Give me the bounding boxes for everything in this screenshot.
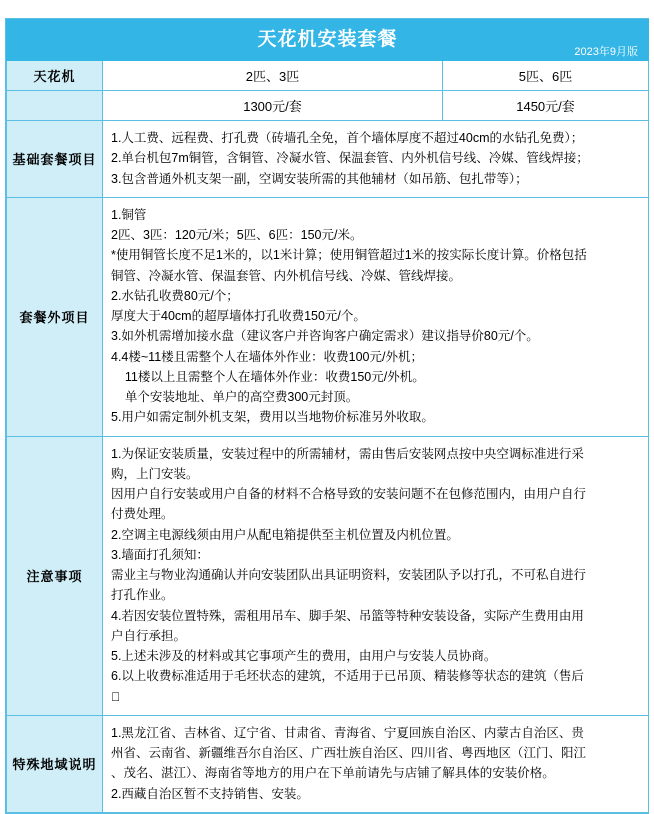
notice-item: 因用户自行安装或用户自备的材料不合格导致的安装问题不在包修范围内，由用户自行 bbox=[111, 487, 587, 501]
price-option-1: 1300元/套 bbox=[103, 91, 443, 121]
install-package-table bbox=[5, 18, 649, 814]
notice-item: 5.上述未涉及的材料或其它事项产生的费用，由用户与安装人员协商。 bbox=[111, 649, 497, 663]
notice-item: 付费处理。 bbox=[111, 507, 174, 522]
region-label: 特殊地域说明 bbox=[7, 715, 103, 812]
extra-item: 单个安装地址、单户的高空费300元封顶。 bbox=[111, 390, 359, 404]
region-item: 、茂名、湛江）、海南省等地方的用户在下单前请先与店铺了解具体的安装价格。 bbox=[111, 766, 555, 781]
extra-item: 厚度大于40cm的超厚墙体打孔收费150元/个。 bbox=[111, 309, 366, 323]
region-item: 2.西藏自治区暂不支持销售、安装。 bbox=[111, 786, 309, 801]
extra-item: 3.如外机需增加接水盘（建议客户并咨询客户确定需求）建议指导价80元/个。 bbox=[111, 329, 539, 344]
basic-package-label: 基础套餐项目 bbox=[7, 121, 103, 198]
notice-item: 打孔作业。 bbox=[111, 588, 174, 603]
model-row bbox=[7, 61, 649, 91]
notice-item: 6.以上收费标准适用于毛坯状态的建筑，不适用于已吊顶、精装修等状态的建筑（售后 bbox=[111, 669, 584, 684]
page-title: 天花机安装套餐 bbox=[257, 29, 398, 50]
notice-row bbox=[7, 436, 649, 715]
package-table bbox=[6, 19, 649, 813]
notice-item: 4.若因安装位置特殊，需租用吊车、脚手架、吊篮等特种安装设备，实际产生费用由用 bbox=[111, 608, 584, 623]
notice-item: 2.空调主电源线须由用户从配电箱提供至主机位置及内机位置。 bbox=[111, 527, 459, 542]
price-row bbox=[7, 91, 649, 121]
model-option-2: 5匹、6匹 bbox=[443, 61, 649, 91]
price-row-label bbox=[7, 91, 103, 121]
notice-content: 1.为保证安装质量，安装过程中的所需辅材，需由售后安装网点按中央空调标准进行采 购，上门安装。 因用户自行安装或用户自备的材料不合格导致的安装问题不在包修范围内，由用户自行 付费处理。 2.空调主电源线须由用户从配电箱提供至主机位置及内机位置。 3.墙面打孔须知： 需业主与物业沟通确认并向安装团队出具证明资料，安装团队予以打孔，不可私自进行 打孔作业。 4.若因安装位置特殊，需租用吊车、脚手架、吊篮等特种安装设备，实际产生费用由用 户自行承担。 5.上述未涉及的材料或其它事项产生的费用，由用户与安装人员协商。 6.以上收费标准适用于毛坯状态的建筑，不适用于已吊顶、精装修等状态的建筑（售后 􏿿 bbox=[103, 436, 649, 715]
extra-item: 11楼以上且需整个人在墙体外作业：收费150元/外机。 bbox=[111, 369, 425, 384]
notice-item: 3.墙面打孔须知： bbox=[111, 547, 209, 562]
extra-items-row bbox=[7, 197, 649, 436]
extra-item: 4.4楼~11楼且需整个人在墙体外作业：收费100元/外机； bbox=[111, 349, 423, 364]
basic-item: 1.人工费、远程费、打孔费（砖墙孔全免，首个墙体厚度不超过40cm的水钻孔免费）； bbox=[111, 131, 584, 145]
extra-items-label: 套餐外项目 bbox=[7, 197, 103, 436]
table-title-row bbox=[7, 20, 649, 61]
extra-item: 2.水钻孔收费80元/个； bbox=[111, 288, 239, 303]
model-row-label: 天花机 bbox=[7, 61, 103, 91]
model-option-1: 2匹、3匹 bbox=[103, 61, 443, 91]
extra-item: *使用铜管长度不足1米的，以1米计算；使用铜管超过1米的按实际长度计算。价格包括 bbox=[111, 248, 587, 263]
extra-item: 5.用户如需定制外机支架，费用以当地物价标准另外收取。 bbox=[111, 410, 434, 425]
notice-label: 注意事项 bbox=[7, 436, 103, 715]
region-item: 1.黑龙江省、吉林省、辽宁省、甘肃省、青海省、宁夏回族自治区、内蒙古自治区、贵 bbox=[111, 725, 584, 740]
region-row bbox=[7, 715, 649, 812]
basic-item: 2.单台机包7m铜管，含铜管、冷凝水管、保温套管、内外机信号线、冷媒、管线焊接； bbox=[111, 151, 589, 166]
title-cell bbox=[7, 20, 649, 61]
extra-items-content bbox=[103, 197, 649, 436]
region-item: 州省、云南省、新疆维吾尔自治区、广西壮族自治区、四川省、粤西地区（江门、阳江 bbox=[111, 746, 587, 760]
extra-item: 铜管、冷凝水管、保温套管、内外机信号线、冷媒、管线焊接。 bbox=[111, 268, 462, 283]
notice-item: 户自行承担。 bbox=[111, 628, 187, 643]
basic-package-content bbox=[103, 121, 649, 198]
price-option-2: 1450元/套 bbox=[443, 91, 649, 121]
version-label: 2023年9月版 bbox=[574, 46, 639, 58]
notice-item: 1.为保证安装质量，安装过程中的所需辅材，需由售后安装网点按中央空调标准进行采 bbox=[111, 446, 584, 461]
extra-item: 1.铜管 bbox=[111, 207, 147, 222]
basic-item: 3.包含普通外机支架一副，空调安装所需的其他辅材（如吊筋、包扎带等）； bbox=[111, 171, 528, 186]
region-content bbox=[103, 715, 649, 812]
notice-item: 购，上门安装。 bbox=[111, 466, 199, 481]
notice-item: 需业主与物业沟通确认并向安装团队出具证明资料，安装团队予以打孔，不可私自进行 bbox=[111, 568, 587, 582]
extra-item: 2匹、3匹：120元/米；5匹、6匹：150元/米。 bbox=[111, 228, 363, 242]
basic-package-row bbox=[7, 121, 649, 198]
